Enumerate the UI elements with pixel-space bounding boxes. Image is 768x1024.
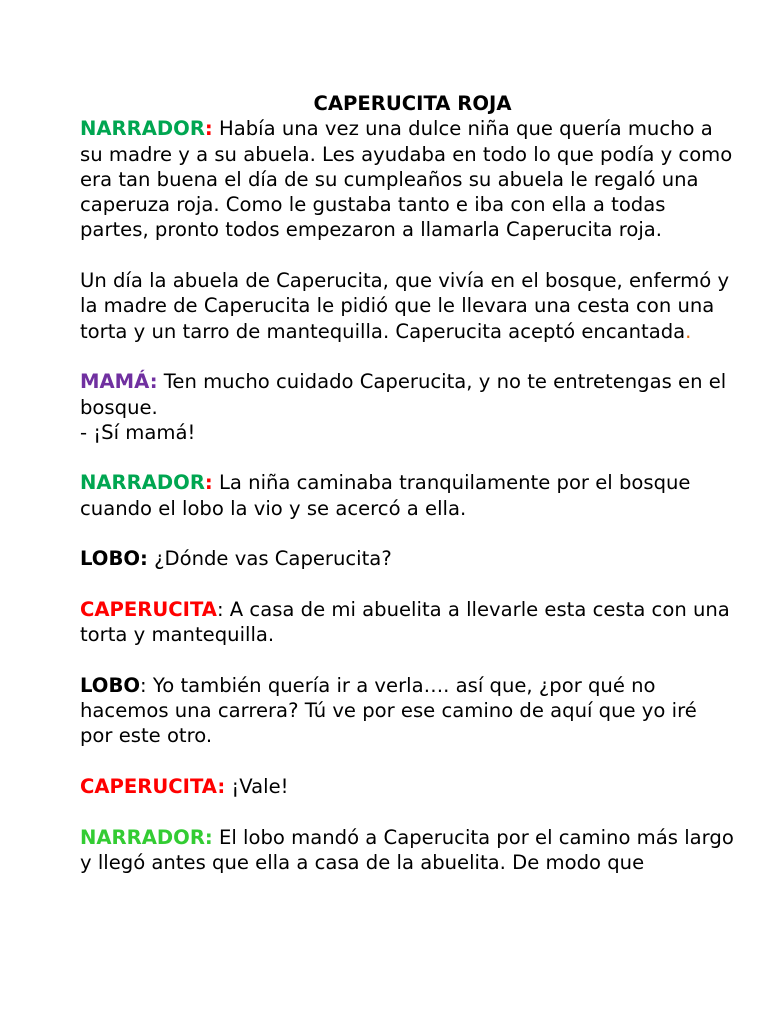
paragraph-7 xyxy=(80,673,735,749)
speaker-narrador: NARRADOR xyxy=(80,117,205,141)
speaker-lobo: LOBO xyxy=(80,673,141,697)
paragraph-end-dot: . xyxy=(685,319,692,343)
speaker-caperucita: CAPERUCITA xyxy=(80,597,217,621)
paragraph-3 xyxy=(80,369,735,445)
paragraph-text: ¿Dónde vas Caperucita? xyxy=(147,547,392,571)
paragraph-2 xyxy=(80,268,735,344)
paragraph-1 xyxy=(80,116,735,242)
paragraph-9 xyxy=(80,825,735,876)
speaker-mama: MAMÁ: xyxy=(80,370,158,394)
speaker-narrador: NARRADOR: xyxy=(80,825,213,849)
speaker-lobo: LOBO: xyxy=(80,547,148,571)
paragraph-text: Había una vez una dulce niña que quería mucho a su madre y a su abuela. Les ayudaba en todo lo que podía y como era tan buena el día de su cumpleaños su abuela le regaló una caperuza roja. Como le gustaba tanto e iba con ella a todas partes, pronto todos empezaron a llamarla Caperucita roja. xyxy=(80,117,733,242)
paragraph-text: ¡Vale! xyxy=(225,775,289,799)
speaker-colon: : xyxy=(204,471,213,495)
paragraph-6 xyxy=(80,597,735,648)
speaker-colon: : xyxy=(204,117,213,141)
paragraph-4 xyxy=(80,470,735,521)
paragraph-text: La niña caminaba tranquilamente por el bosque cuando el lobo la vio y se acercó a ella. xyxy=(80,471,691,520)
paragraph-text: Ten mucho cuidado Caperucita, y no te entretengas en el bosque. xyxy=(80,370,727,419)
paragraph-text: : A casa de mi abuelita a llevarle esta cesta con una torta y mantequilla. xyxy=(80,597,730,647)
paragraph-text: Un día la abuela de Caperucita, que vivía en el bosque, enfermó y la madre de Caperucita le pidió que le llevara una cesta con una torta y un tarro de mantequilla. Caperucita aceptó encantada xyxy=(80,269,730,343)
speaker-caperucita: CAPERUCITA: xyxy=(80,775,226,799)
paragraph-text: El lobo mandó a Caperucita por el camino más largo y llegó antes que ella a casa de la abuelita. De modo que xyxy=(80,825,734,874)
paragraph-5 xyxy=(80,546,735,571)
paragraph-8 xyxy=(80,774,735,799)
speaker-narrador: NARRADOR xyxy=(80,471,205,495)
document-page xyxy=(80,91,735,875)
paragraph-text: : Yo también quería ir a verla…. así que, ¿por qué no hacemos una carrera? Tú ve por ese camino de aquí que yo iré por este otro. xyxy=(80,673,697,748)
document-title: CAPERUCITA ROJA xyxy=(313,92,512,115)
reply-line: - ¡Sí mamá! xyxy=(80,420,196,444)
